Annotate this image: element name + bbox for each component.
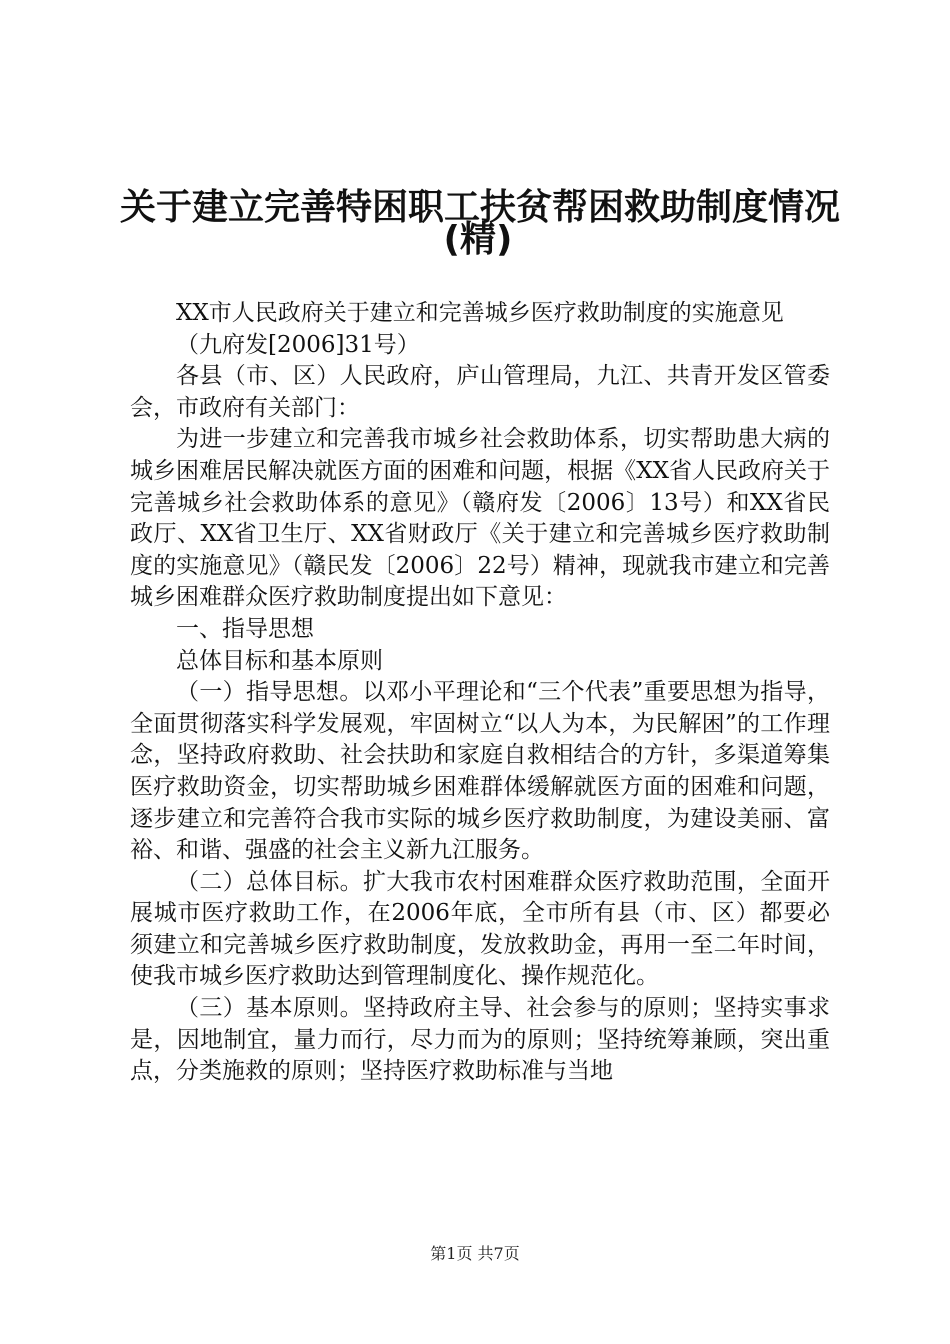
section-subheading-goals-principles: 总体目标和基本原则 xyxy=(176,647,383,674)
document-title-line-1: 关于建立完善特困职工扶贫帮困救助制度情况 xyxy=(120,187,841,228)
paragraph-recipients: 各县（市、区）人民政府，庐山管理局，九江、共青开发区管委会，市政府有关部门： xyxy=(130,363,830,421)
document-title-line-2: (精) xyxy=(443,219,513,260)
document-body xyxy=(130,298,830,1088)
page-number-footer: 第1页 共7页 xyxy=(430,1244,520,1263)
paragraph-notice-title: XX市人民政府关于建立和完善城乡医疗救助制度的实施意见 xyxy=(176,300,784,326)
paragraph-guiding-ideology: （一）指导思想。以邓小平理论和“三个代表”重要思想为指导，全面贯彻落实科学发展观，牢固树立“以人为本，为民解困”的工作理念，坚持政府救助、社会扶助和家庭自救相结合的方针，多渠道筹集医疗救助资金，切实帮助城乡困难群体缓解就医方面的困难和问题，逐步建立和完善符合我市实际的城乡医疗救助制度，为建设美丽、富裕、和谐、强盛的社会主义新九江服务。 xyxy=(130,679,830,864)
paragraph-introduction: 为进一步建立和完善我市城乡社会救助体系，切实帮助患大病的城乡困难居民解决就医方面的困难和问题，根据《XX省人民政府关于完善城乡社会救助体系的意见》（赣府发〔2006〕13号）和XX省民政厅、XX省卫生厅、XX省财政厅《关于建立和完善城乡医疗救助制度的实施意见》（赣民发〔2006〕22号）精神，现就我市建立和完善城乡困难群众医疗救助制度提出如下意见： xyxy=(130,426,830,611)
section-heading-guiding-ideology: 一、指导思想 xyxy=(176,615,314,642)
paragraph-document-number: （九府发[2006]31号） xyxy=(176,331,420,358)
paragraph-overall-goal: （二）总体目标。扩大我市农村困难群众医疗救助范围，全面开展城市医疗救助工作，在2006年底，全市所有县（市、区）都要必须建立和完善城乡医疗救助制度，发放救助金，再用一至二年时间，使我市城乡医疗救助达到管理制度化、操作规范化。 xyxy=(130,868,830,990)
paragraph-basic-principles: （三）基本原则。坚持政府主导、社会参与的原则；坚持实事求是，因地制宜，量力而行，尽力而为的原则；坚持统筹兼顾，突出重点，分类施救的原则；坚持医疗救助标准与当地 xyxy=(130,995,830,1085)
